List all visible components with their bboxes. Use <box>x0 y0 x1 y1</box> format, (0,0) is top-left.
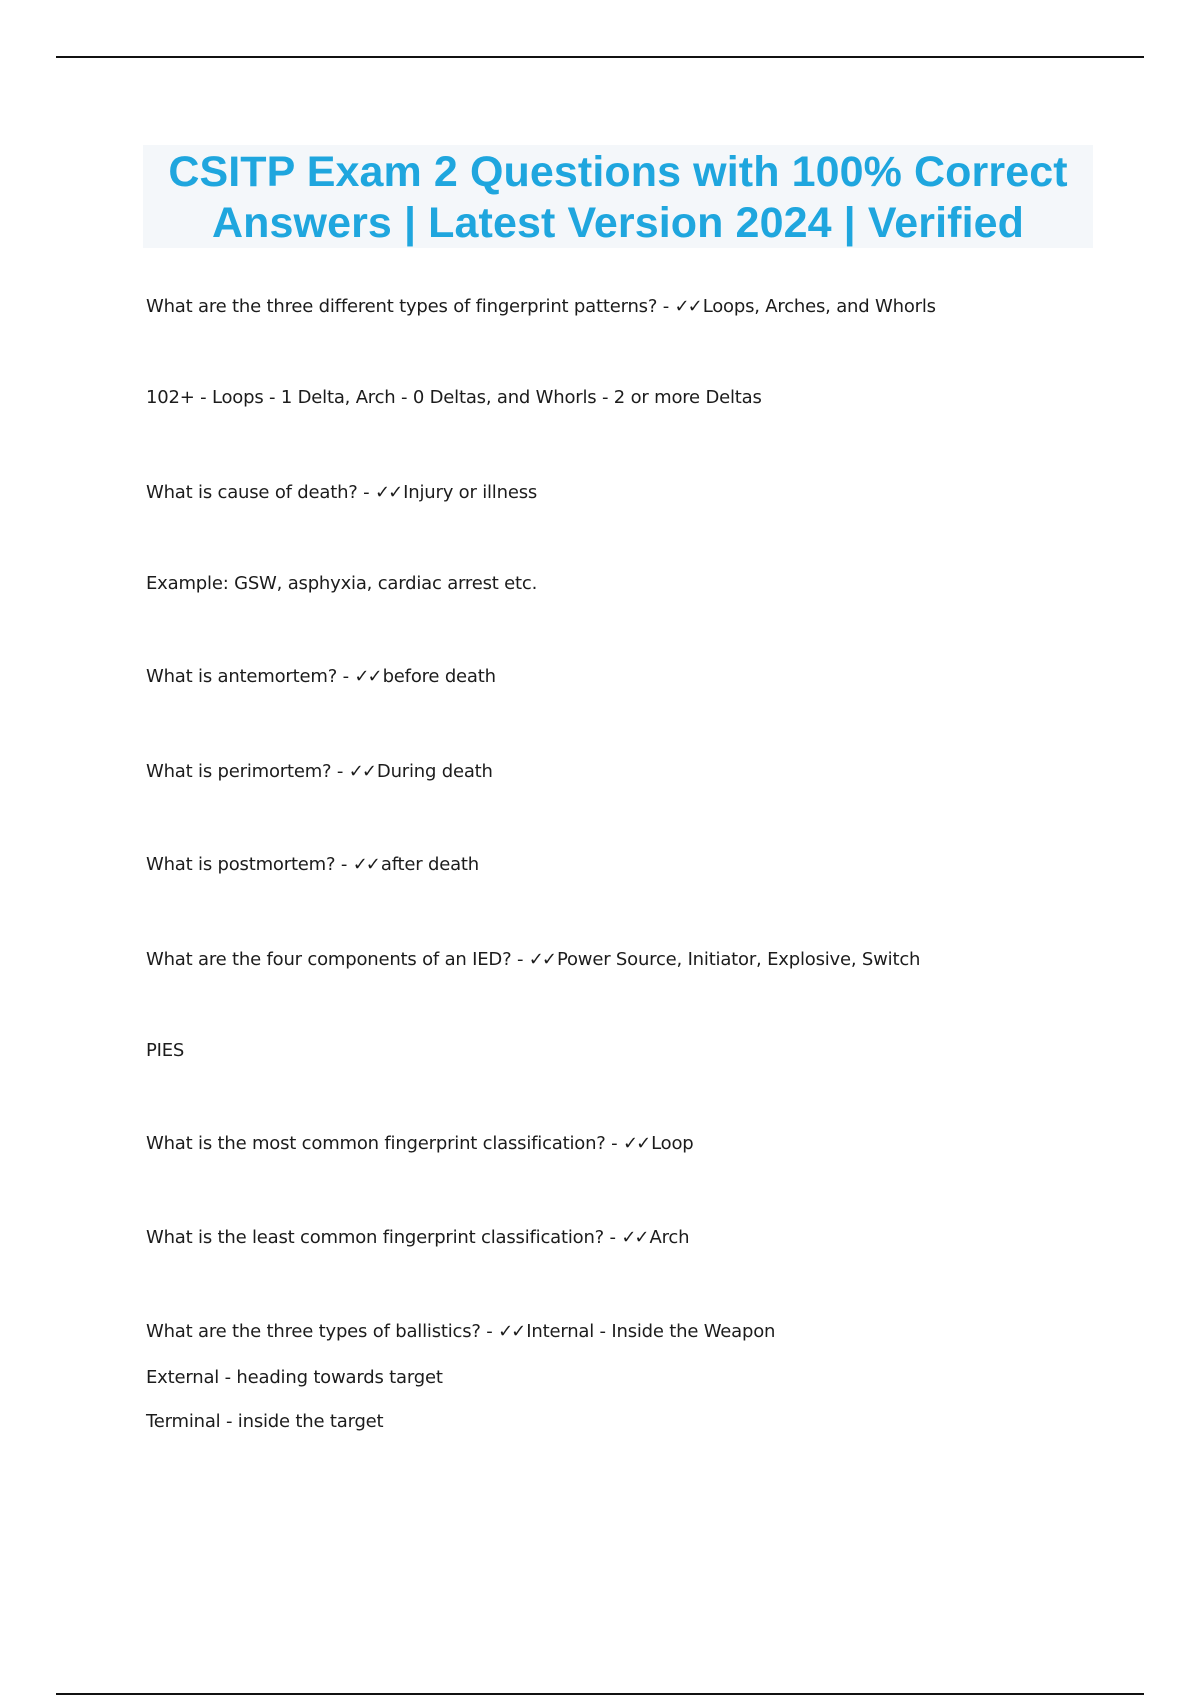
question-text: What are the three types of ballistics? - <box>146 1321 499 1342</box>
double-check-icon: ✓✓ <box>528 949 555 970</box>
note-terminal-ballistics: Terminal - inside the target <box>146 1411 384 1432</box>
answer-text: before death <box>382 666 496 687</box>
double-check-icon: ✓✓ <box>352 854 379 875</box>
question-text: What is cause of death? - <box>146 482 375 503</box>
double-check-icon: ✓✓ <box>348 761 375 782</box>
double-check-icon: ✓✓ <box>674 296 701 317</box>
note-external-ballistics: External - heading towards target <box>146 1367 443 1388</box>
double-check-icon: ✓✓ <box>354 666 381 687</box>
top-rule <box>56 56 1144 58</box>
bottom-rule <box>56 1693 1144 1695</box>
question-text: What are the four components of an IED? - <box>146 949 529 970</box>
answer-text: Internal - Inside the Weapon <box>526 1321 776 1342</box>
qa-cause-of-death <box>146 481 537 505</box>
question-text: What is perimortem? - <box>146 761 349 782</box>
answer-text: Power Source, Initiator, Explosive, Switch <box>556 949 921 970</box>
qa-most-common-fingerprint <box>146 1132 694 1156</box>
answer-text: Injury or illness <box>403 482 538 503</box>
question-text: What is the most common fingerprint classification? - <box>146 1133 623 1154</box>
document-title-line-2: Answers | Latest Version 2024 | Verified <box>212 198 1024 247</box>
qa-least-common-fingerprint <box>146 1226 689 1250</box>
answer-text: after death <box>380 854 479 875</box>
answer-text: During death <box>376 761 493 782</box>
qa-ied-components <box>146 948 920 972</box>
qa-ballistics-types <box>146 1320 775 1344</box>
qa-fingerprint-patterns <box>146 295 936 319</box>
note-delta-counts: 102+ - Loops - 1 Delta, Arch - 0 Deltas, and Whorls - 2 or more Deltas <box>146 387 762 408</box>
question-text: What is the least common fingerprint classification? - <box>146 1227 622 1248</box>
qa-antemortem <box>146 665 496 689</box>
double-check-icon: ✓✓ <box>621 1227 648 1248</box>
qa-perimortem <box>146 760 493 784</box>
answer-text: Loop <box>651 1133 694 1154</box>
answer-text: Loops, Arches, and Whorls <box>702 296 936 317</box>
question-text: What is postmortem? - <box>146 854 353 875</box>
question-text: What are the three different types of fingerprint patterns? - <box>146 296 675 317</box>
document-title-block <box>143 145 1093 248</box>
double-check-icon: ✓✓ <box>498 1321 525 1342</box>
question-text: What is antemortem? - <box>146 666 355 687</box>
note-pies: PIES <box>146 1040 185 1061</box>
double-check-icon: ✓✓ <box>622 1133 650 1154</box>
double-check-icon: ✓✓ <box>375 482 402 503</box>
qa-postmortem <box>146 853 479 877</box>
note-cause-examples: Example: GSW, asphyxia, cardiac arrest etc. <box>146 573 538 594</box>
document-title-line-1: CSITP Exam 2 Questions with 100% Correct <box>168 147 1068 196</box>
answer-text: Arch <box>649 1227 690 1248</box>
